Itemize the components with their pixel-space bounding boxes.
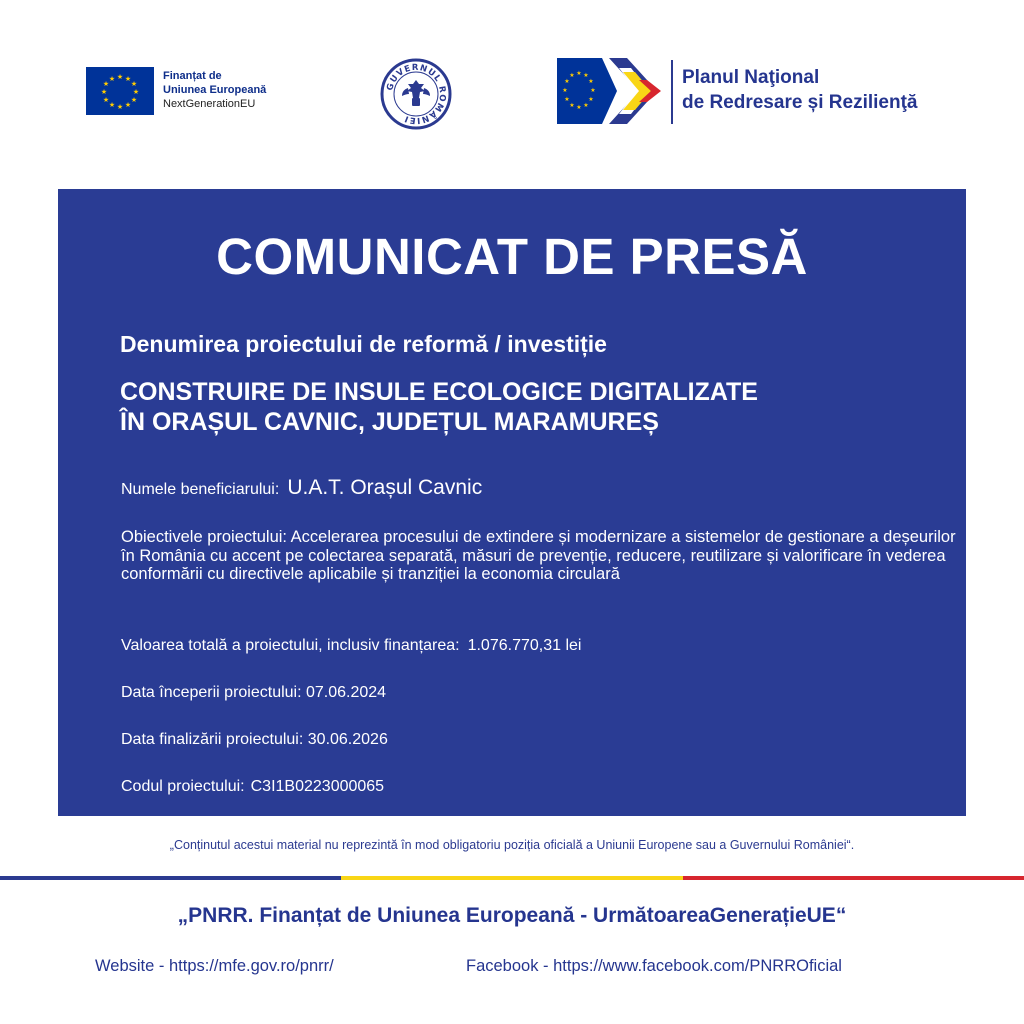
project-code-row bbox=[121, 778, 384, 796]
end-date-row bbox=[121, 731, 388, 749]
svg-text:★: ★ bbox=[583, 102, 589, 109]
svg-text:★: ★ bbox=[102, 80, 110, 88]
end-date-label: Data finalizării proiectului: bbox=[121, 731, 304, 748]
eu-funding-logo bbox=[86, 67, 291, 115]
project-code-label: Codul proiectului: bbox=[121, 778, 245, 795]
svg-text:★: ★ bbox=[124, 75, 132, 83]
svg-text:★: ★ bbox=[576, 70, 582, 77]
start-date-value: 07.06.2024 bbox=[306, 684, 387, 701]
project-name-line2: ÎN ORAȘUL CAVNIC, JUDEȚUL MARAMUREȘ bbox=[120, 408, 659, 436]
total-value-row bbox=[121, 637, 581, 655]
svg-text:★: ★ bbox=[588, 96, 594, 103]
tricolor-yellow bbox=[341, 876, 682, 880]
svg-text:★: ★ bbox=[130, 80, 138, 88]
eu-flag-icon bbox=[86, 67, 154, 115]
svg-text:★: ★ bbox=[108, 101, 116, 109]
start-date-row bbox=[121, 684, 386, 702]
svg-text:★: ★ bbox=[564, 78, 570, 85]
svg-text:★: ★ bbox=[130, 96, 138, 104]
svg-text:★: ★ bbox=[124, 101, 132, 109]
beneficiary-row bbox=[121, 476, 482, 500]
svg-text:★: ★ bbox=[102, 96, 110, 104]
tricolor-blue bbox=[0, 876, 341, 880]
disclaimer: „Conținutul acestui material nu reprezintă în mod obligatoriu poziția oficială a Uniunii Europene sau a Guvernului României“. bbox=[169, 838, 855, 852]
eu-text-line1: Finanțat de bbox=[163, 70, 222, 82]
tricolor-red bbox=[683, 876, 1024, 880]
svg-text:★: ★ bbox=[132, 88, 140, 96]
pnrr-divider bbox=[671, 60, 673, 124]
seal-text: GUVERNUL ROMÂNIEI bbox=[385, 62, 448, 126]
facebook-link[interactable]: Facebook - https://www.facebook.com/PNRROficial bbox=[466, 957, 842, 975]
slogan: „PNRR. Finanțat de Uniunea Europeană - UrmătoareaGenerațieUE“ bbox=[177, 904, 847, 927]
svg-text:★: ★ bbox=[100, 88, 108, 96]
svg-text:★: ★ bbox=[116, 103, 124, 111]
pnrr-title-line1: Planul Naţional bbox=[682, 67, 820, 88]
svg-text:★: ★ bbox=[564, 96, 570, 103]
page-title: COMUNICAT DE PRESĂ bbox=[216, 228, 808, 285]
eu-text-line2: Uniunea Europeană bbox=[163, 84, 267, 96]
end-date-value: 30.06.2026 bbox=[307, 731, 388, 748]
svg-text:★: ★ bbox=[569, 72, 575, 79]
pnrr-title bbox=[682, 65, 918, 115]
start-date-label: Data începerii proiectului: bbox=[121, 684, 302, 701]
svg-text:★: ★ bbox=[583, 72, 589, 79]
eu-funding-text bbox=[163, 69, 266, 111]
website-link[interactable]: Website - https://mfe.gov.ro/pnrr/ bbox=[95, 957, 334, 975]
total-value-label: Valoarea totală a proiectului, inclusiv finanțarea: bbox=[121, 637, 460, 654]
press-release-panel bbox=[58, 189, 966, 816]
project-name bbox=[120, 377, 758, 437]
svg-text:★: ★ bbox=[569, 102, 575, 109]
svg-text:★: ★ bbox=[588, 78, 594, 85]
beneficiary-value: U.A.T. Orașul Cavnic bbox=[287, 476, 483, 499]
total-value-amount: 1.076.770,31 lei bbox=[467, 637, 582, 654]
svg-text:★: ★ bbox=[562, 87, 568, 94]
beneficiary-label: Numele beneficiarului: bbox=[121, 481, 280, 498]
svg-text:★: ★ bbox=[108, 75, 116, 83]
pnrr-title-line2: de Redresare și Rezilienţă bbox=[682, 92, 918, 113]
government-seal-icon bbox=[380, 58, 452, 130]
project-type-heading: Denumirea proiectului de reformă / investiție bbox=[120, 331, 607, 357]
eu-text-line3: NextGenerationEU bbox=[163, 98, 256, 110]
tricolor-divider bbox=[0, 876, 1024, 880]
pnrr-arrow-icon bbox=[557, 58, 672, 124]
svg-text:★: ★ bbox=[576, 104, 582, 111]
svg-text:★: ★ bbox=[590, 87, 596, 94]
project-objectives: Obiectivele proiectului: Accelerarea procesului de extindere și modernizare a sistemelor de gestionare a deșeurilor în România cu accent pe colectarea separată, măsuri de prevenție, reducere, reutilizare și valorificare în vederea conformării cu directivele aplicabile și tranziției la economia circulară bbox=[121, 528, 956, 583]
project-code-value: C3I1B0223000065 bbox=[250, 778, 385, 795]
project-name-line1: CONSTRUIRE DE INSULE ECOLOGICE DIGITALIZATE bbox=[120, 378, 758, 406]
svg-text:★: ★ bbox=[116, 73, 124, 81]
